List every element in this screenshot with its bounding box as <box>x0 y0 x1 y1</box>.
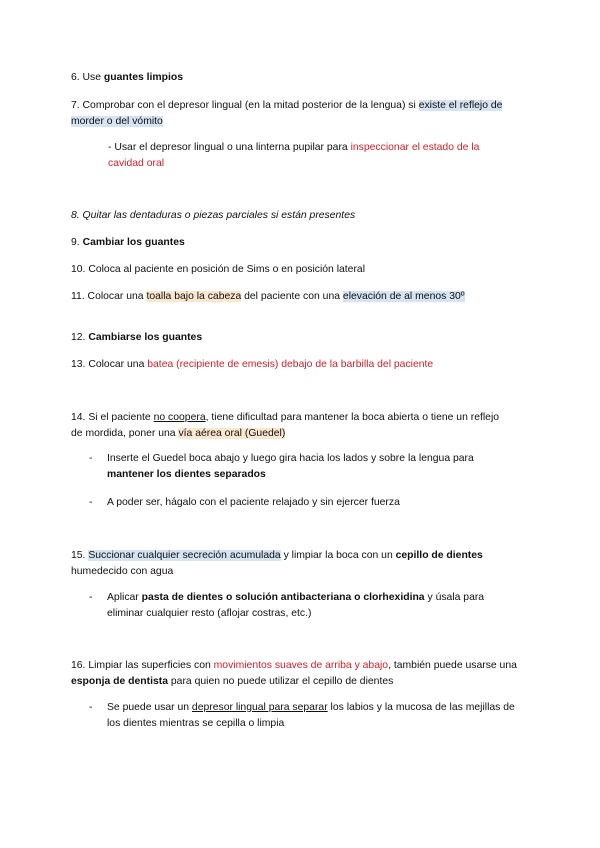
step-6: 6. Use guantes limpios <box>71 72 184 83</box>
bullet-dash: - <box>89 592 93 603</box>
bullet-dash: - <box>89 453 93 464</box>
step-8: 8. Quitar las dentaduras o piezas parciales si están presentes <box>71 210 356 221</box>
step-15: 15. Succionar cualquier secreción acumulada y limpiar la boca con un cepillo de dientes humedecido con agua <box>71 550 483 577</box>
bullet-dash: - <box>89 497 93 508</box>
step-7: 7. Comprobar con el depresor lingual (en la mitad posterior de la lengua) si existe el reflejo de morder o del vómito <box>71 100 503 127</box>
step-14: 14. Si el paciente no coopera, tiene dificultad para mantener la boca abierta o tiene un reflejo de mordida, poner una vía aérea oral (Guedel) <box>71 412 500 439</box>
step-13: 13. Colocar una batea (recipiente de emesis) debajo de la barbilla del paciente <box>71 359 434 370</box>
step-10: 10. Coloca al paciente en posición de Sims o en posición lateral <box>71 264 366 275</box>
step-12: 12. Cambiarse los guantes <box>71 332 203 343</box>
step-14-bullet-1: Inserte el Guedel boca abajo y luego gira hacia los lados y sobre la lengua para mantener los dientes separados <box>107 453 474 480</box>
bullet-dash: - <box>89 702 93 713</box>
step-7-detail: - Usar el depresor lingual o una linterna pupilar para inspeccionar el estado de la cavidad oral <box>108 142 480 169</box>
step-16: 16. Limpiar las superficies con movimientos suaves de arriba y abajo, también puede usarse una esponja de dentista para quien no puede utilizar el cepillo de dientes <box>71 660 517 687</box>
step-16-bullet-1: Se puede usar un depresor lingual para separar los labios y la mucosa de las mejillas de los dientes mientras se cepilla o limpia <box>107 702 515 729</box>
step-9: 9. Cambiar los guantes <box>71 237 185 248</box>
step-11: 11. Colocar una toalla bajo la cabeza del paciente con una elevación de al menos 30º <box>71 291 465 302</box>
step-15-bullet-1: Aplicar pasta de dientes o solución antibacteriana o clorhexidina y úsala para eliminar cualquier resto (aflojar costras, etc.) <box>107 592 485 619</box>
step-14-bullet-2: A poder ser, hágalo con el paciente relajado y sin ejercer fuerza <box>107 497 400 508</box>
